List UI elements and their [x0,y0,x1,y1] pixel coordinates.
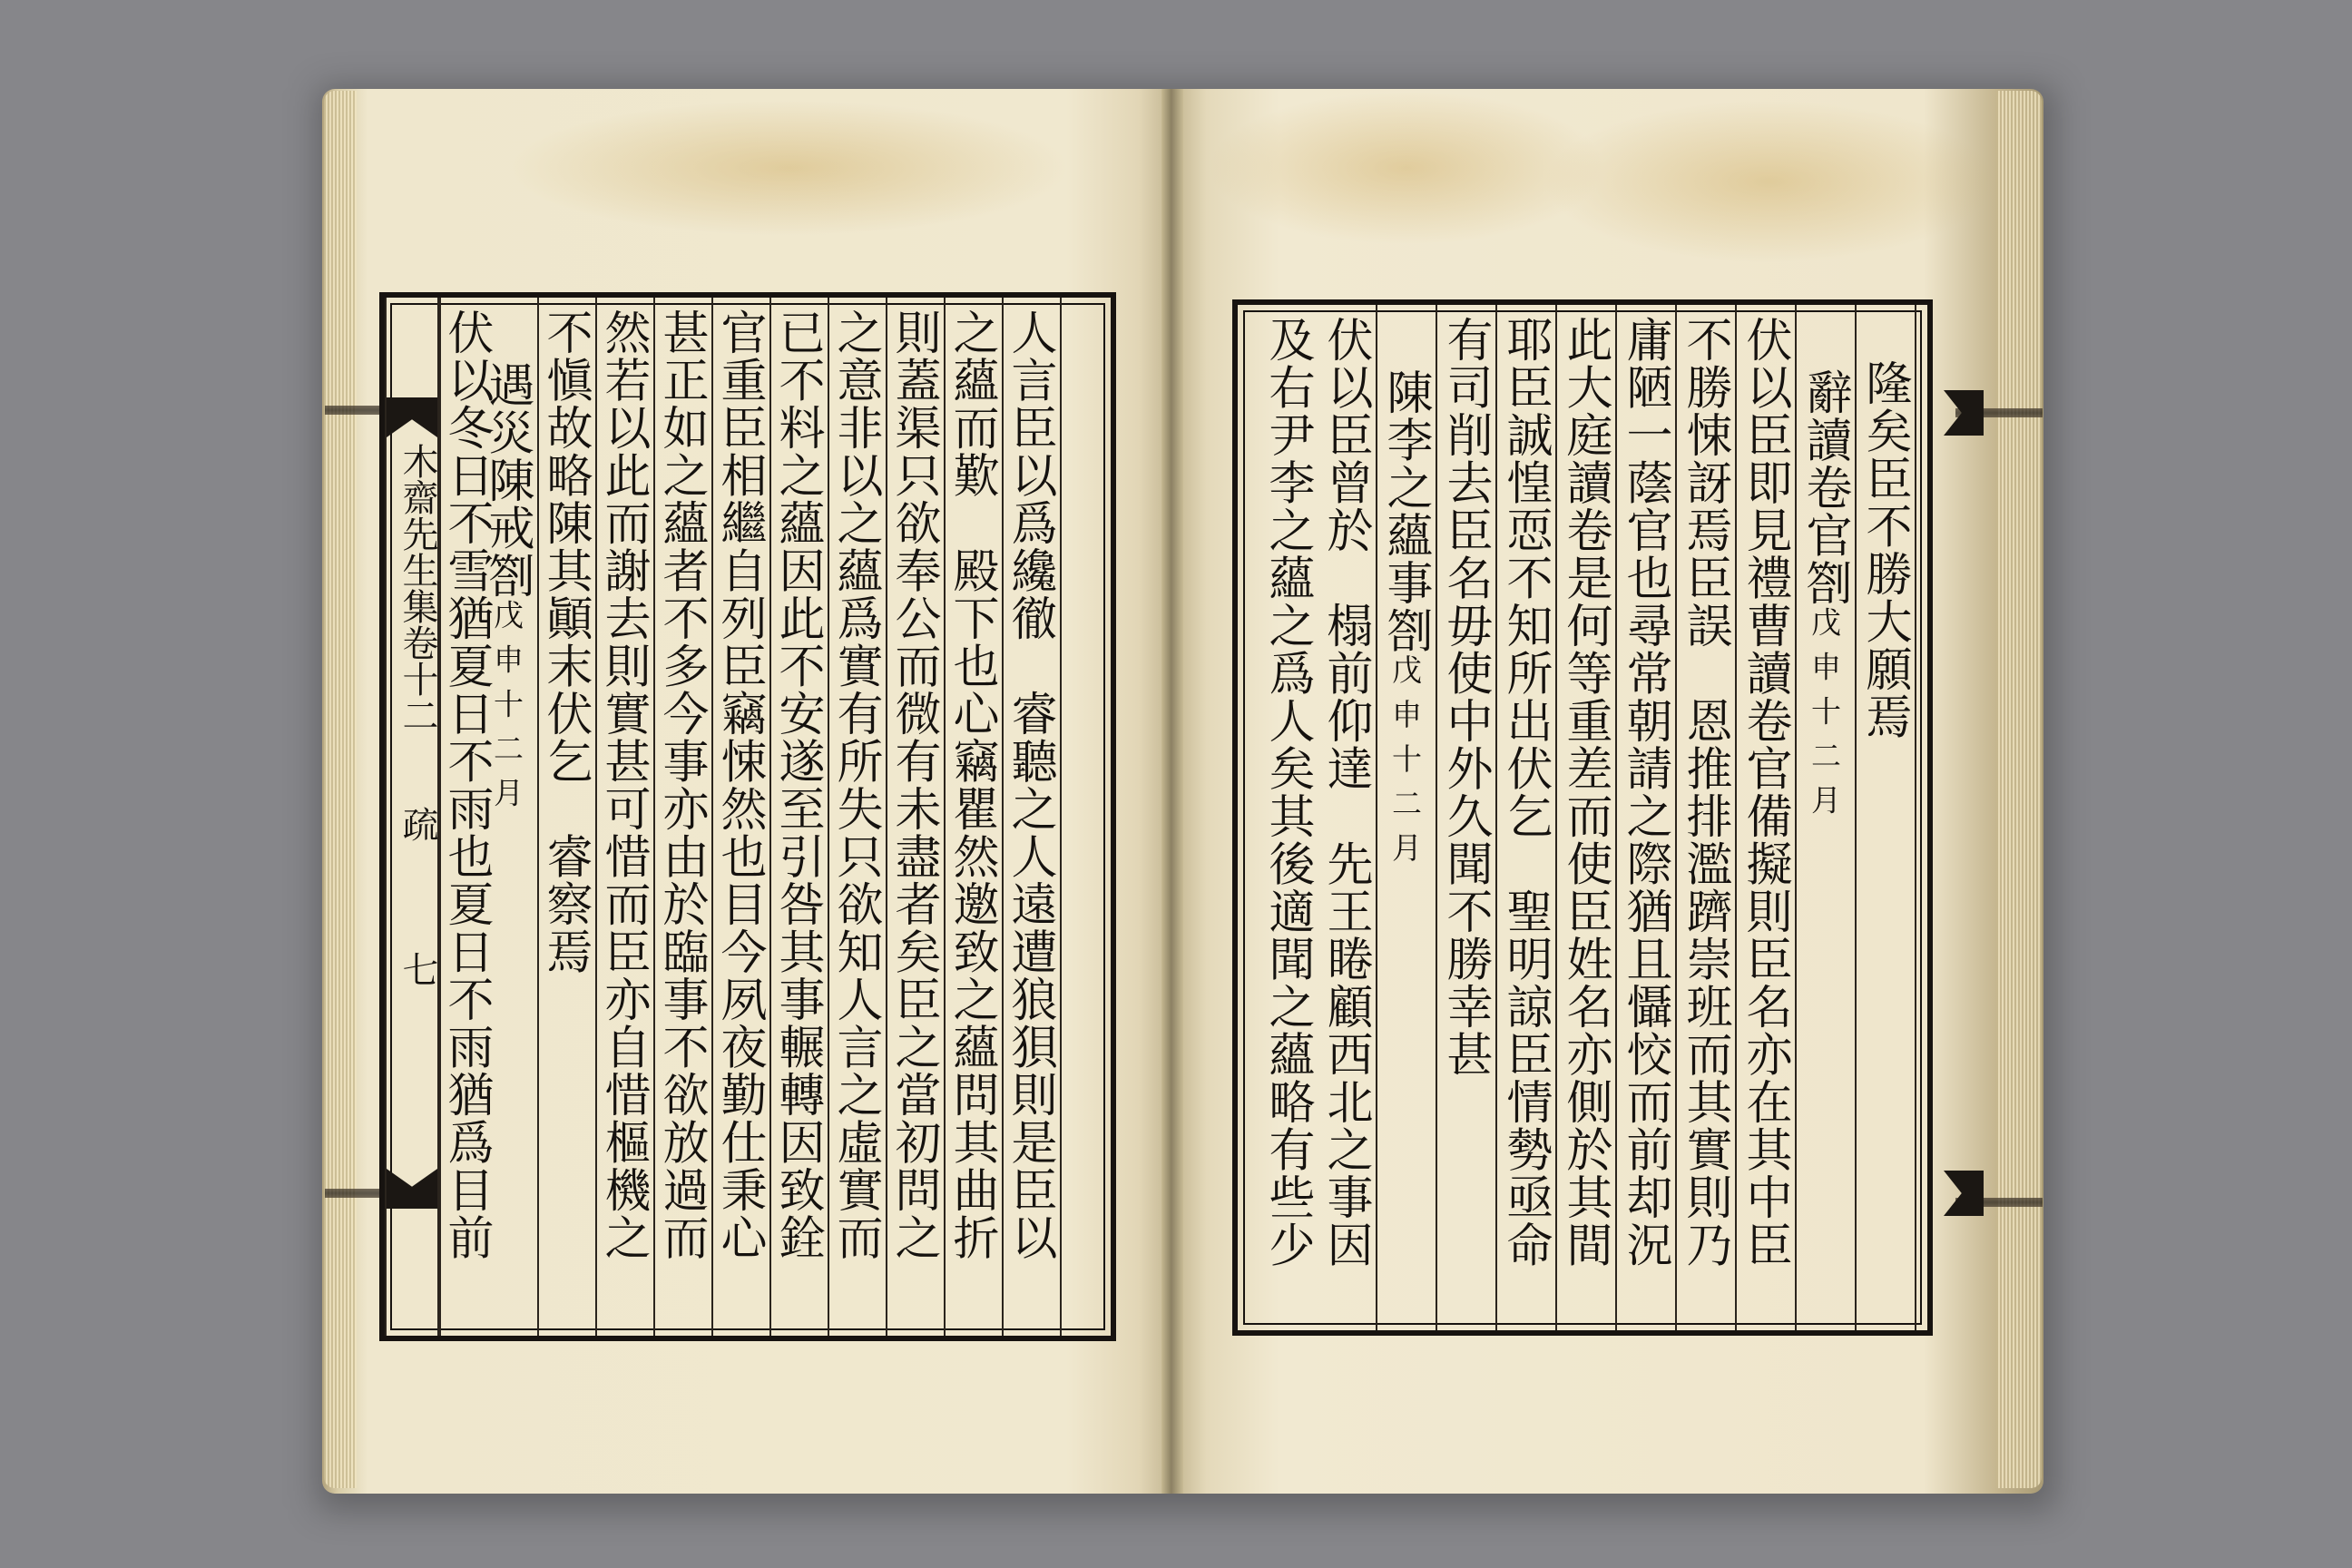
column-text: 甚正如之蘊者不多今事亦由於臨事不欲放過而 [654,309,708,1261]
text-column [1557,305,1617,1330]
text-column [1497,305,1557,1330]
text-column [713,298,771,1336]
column-text: 陳李之蘊事劄 [1378,368,1432,654]
column-text: 有司削去臣名毋使中外久聞不勝幸甚 [1438,316,1492,1078]
column-text: 之蘊而歎 殿下也心竊瞿然邀致之蘊問其曲折 [945,309,998,1261]
column-text: 已不料之蘊因此不安遂至引咎其事輾轉因致銓 [770,309,824,1261]
text-column [1677,305,1737,1330]
left-page-edges [324,91,357,1488]
right-text-frame [1232,299,1933,1336]
binding-thread-top [325,406,379,415]
fishtail-mark-bottom [387,1169,437,1209]
column-text: 伏以臣曾於 榻前仰達 先王睠顧西北之事因 [1318,316,1372,1269]
right-page-edges [1996,91,2042,1488]
text-column [1857,305,1916,1330]
text-column [1258,305,1318,1330]
water-stain [508,100,1071,236]
column-text: 人言臣以爲纔徹 睿聽之人遠遭狼狽則是臣以 [1003,309,1056,1261]
text-column [887,298,946,1336]
text-column-heading [1797,305,1857,1330]
text-column [597,298,655,1336]
date-note: 戊申十二月 [1807,606,1842,829]
text-column [1437,305,1497,1330]
column-text: 庸陋一蔭官也尋常朝請之際猶且懾恔而前却況 [1618,316,1671,1269]
column-text: 辭讀卷官劄 [1798,368,1851,607]
text-column [946,298,1004,1336]
column-text: 隆矣臣不勝大願焉 [1857,359,1911,740]
water-stain [1543,100,1996,263]
text-column [829,298,887,1336]
column-text: 之意非以之蘊爲實有所失只欲知人言之虛實而 [828,309,882,1261]
date-note: 戊申十二月 [1387,654,1423,877]
left-text-frame [379,292,1116,1341]
text-column [439,298,496,1336]
text-column [1617,305,1677,1330]
text-column-heading [480,298,539,1336]
binding-thread-bottom [325,1189,379,1198]
text-column [771,298,829,1336]
text-column [1737,305,1797,1330]
column-text: 官重臣相繼自列臣竊悚然也目今夙夜勤仕秉心 [712,309,766,1261]
fishtail-mark-top [387,397,437,437]
text-column [655,298,713,1336]
column-text: 伏以臣即見禮曹讀卷官備擬則臣名亦在其中臣 [1738,316,1791,1269]
column-text: 耶臣誠惶恧不知所出伏乞 聖明諒臣情勢亟命 [1498,316,1552,1269]
centerfold-margin [385,298,439,1336]
column-text: 然若以此而謝去則實甚可惜而臣亦自惜樞機之 [596,309,650,1261]
column-text: 伏以冬日不雪猶夏日不雨也夏日不雨猶爲目前 [439,309,493,1261]
column-text: 不愼故略陳其顚末伏乞 睿察焉 [538,309,592,975]
book-gutter [1161,89,1183,1494]
column-text: 不勝悚訝焉臣誤 恩推排濫躋崇班而其實則乃 [1678,316,1731,1269]
text-column-heading [1377,305,1437,1330]
text-column [1004,298,1062,1336]
column-text: 則蓋渠只欲奉公而微有未盡者矣臣之當初問之 [887,309,940,1261]
centerfold-section: 疏 [397,806,438,842]
centerfold-page-number: 七 [397,951,438,987]
text-column [1318,305,1377,1330]
column-text: 及右尹李之蘊之爲人矣其後適聞之蘊略有些少 [1260,316,1314,1269]
text-column [539,298,597,1336]
centerfold-title: 木齋先生集卷十二 [397,443,438,733]
column-text: 此大庭讀卷是何等重差而使臣姓名亦側於其間 [1558,316,1612,1269]
date-note: 戊申十二月 [489,599,524,822]
column-text: 遇災陳戒劄 [480,361,534,600]
